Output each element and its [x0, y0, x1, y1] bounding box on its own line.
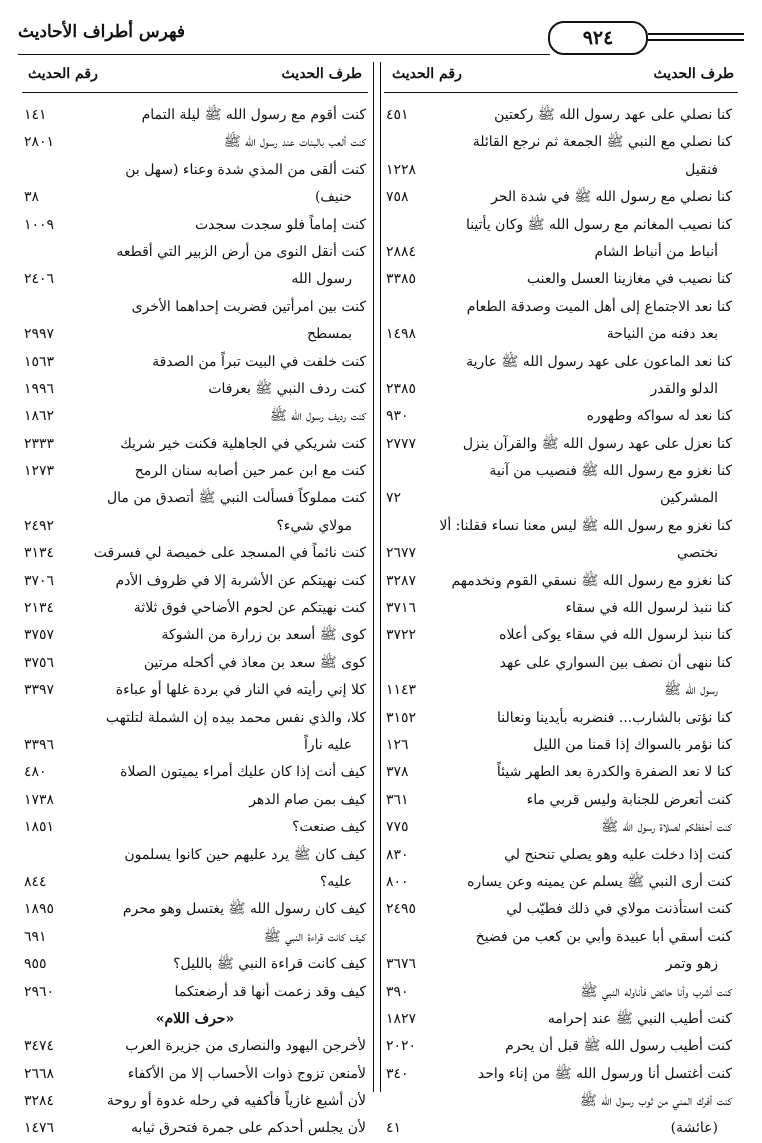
header-rule — [18, 54, 550, 55]
hadith-number: ٤٥١ — [386, 107, 409, 123]
hadith-number: ٣٧٥٦ — [24, 654, 55, 671]
hadith-incipit: حنيف) — [314, 189, 352, 206]
hadith-incipit: كنت أحفظكم لصلاة رسول الله ﷺ — [601, 819, 732, 836]
hadith-incipit: رسول الله ﷺ — [664, 682, 718, 699]
hadith-number: ٢٨٨٤ — [386, 243, 417, 260]
index-entry — [386, 924, 732, 951]
left-column — [24, 102, 366, 1143]
index-entry — [386, 595, 732, 622]
index-entry — [386, 1033, 732, 1060]
index-entry — [24, 705, 366, 732]
hadith-number: ٢٣٣٣ — [24, 435, 55, 452]
index-entry — [386, 212, 732, 239]
hadith-incipit: لأن يجلس أحدكم على جمرة فتحرق ثيابه — [130, 1120, 366, 1137]
index-entry — [386, 239, 732, 266]
page-number: ٩٢٤ — [548, 21, 648, 55]
hadith-number: ٧٥٨ — [386, 189, 409, 206]
hadith-incipit: كنت مع ابن عمر حين أصابه سنان الرمح — [134, 463, 366, 480]
hadith-number: ١٢٧٣ — [24, 463, 55, 480]
hadith-incipit: كنت أطيب رسول الله ﷺ قبل أن يحرم — [505, 1038, 732, 1055]
hadith-number: ٢٤٩٢ — [24, 517, 55, 534]
index-entry — [386, 705, 732, 732]
hadith-incipit: كنا ننبذ لرسول الله في سقاء — [565, 600, 732, 617]
hadith-number: ١١٤٣ — [386, 682, 417, 699]
running-title: فهرس أطراف الأحاديث — [18, 22, 186, 42]
index-entry — [24, 896, 366, 923]
index-entry — [386, 431, 732, 458]
index-entry — [24, 266, 366, 293]
hadith-number: ٢٩٩٧ — [24, 326, 55, 343]
hadith-incipit: كنا ننبذ لرسول الله في سقاء يوكى أعلاه — [499, 627, 732, 644]
index-entry — [24, 979, 366, 1006]
hadith-incipit: كيف صنعت؟ — [292, 819, 366, 836]
column-divider — [373, 62, 374, 1092]
hadith-incipit: عليه؟ — [319, 873, 352, 890]
hadith-number: ٤١ — [386, 1120, 402, 1137]
index-entry — [386, 321, 732, 348]
index-entry — [24, 595, 366, 622]
index-entry — [24, 1115, 366, 1142]
right-number-label: رقم الحديث — [392, 66, 462, 82]
hadith-incipit: كنا ننهى أن نصف بين السواري على عهد — [499, 654, 732, 671]
hadith-incipit: بمسطح — [306, 326, 352, 343]
hadith-number: ٣٦٧٦ — [386, 956, 417, 973]
hadith-incipit: كيف وقد زعمت أنها قد أرضعتكما — [174, 983, 366, 1000]
hadith-incipit: كنا نعد الاجتماع إلى أهل الميت وصدقة الطعام — [466, 298, 732, 315]
hadith-number: ٩٥٥ — [24, 956, 47, 973]
hadith-number: ٤٨٠ — [24, 764, 47, 781]
hadith-number: ١٢٢٨ — [386, 161, 417, 178]
index-entry — [24, 787, 366, 814]
left-text-label: طرف الحديث — [281, 66, 362, 82]
hadith-incipit: رسول الله — [291, 271, 352, 288]
hadith-incipit: كنا نصيب المغانم مع رسول الله ﷺ وكان يأتينا — [465, 216, 732, 233]
hadith-incipit: كنا نصلي على عهد رسول الله ﷺ ركعتين — [494, 107, 732, 123]
hadith-number: ٨٣٠ — [386, 846, 409, 863]
index-entry — [386, 129, 732, 156]
hadith-incipit: كنت خلفت في البيت تبراً من الصدقة — [152, 353, 366, 370]
hadith-incipit: (عائشة) — [670, 1120, 718, 1137]
index-entry — [24, 924, 366, 951]
index-entry — [386, 732, 732, 759]
index-entry — [24, 951, 366, 978]
index-entry — [24, 677, 366, 704]
index-entry — [24, 157, 366, 184]
header-rule — [648, 33, 744, 35]
index-entry — [24, 458, 366, 485]
hadith-number: ٢٤٠٦ — [24, 271, 55, 288]
hadith-number: ١٢٦ — [386, 736, 409, 753]
section-heading: «حرف اللام» — [155, 1010, 235, 1027]
hadith-incipit: كنت أسقي أبا عبيدة وأبي بن كعب من فضيخ — [475, 928, 732, 945]
index-entry — [386, 1115, 732, 1142]
hadith-incipit: كيف كانت قراءة النبي ﷺ بالليل؟ — [173, 956, 366, 973]
hadith-incipit: كنت إماماً فلو سجدت سجدت — [194, 216, 366, 233]
index-entry — [24, 376, 366, 403]
hadith-number: ٣٢٨٧ — [386, 572, 417, 589]
index-entry — [24, 321, 366, 348]
hadith-incipit: كنت أغتسل أنا ورسول الله ﷺ من إناء واحد — [477, 1065, 732, 1082]
hadith-incipit: كنا نعد له سواكه وطهوره — [586, 408, 732, 425]
index-entry — [24, 1088, 366, 1115]
hadith-incipit: كوى ﷺ سعد بن معاذ في أكحله مرتين — [143, 654, 366, 671]
hadith-incipit: نختصي — [677, 545, 718, 562]
hadith-number: ١٧٣٨ — [24, 791, 55, 808]
hadith-incipit: لأن أشبع غازياً فأكفيه في رحله غدوة أو روحة — [106, 1093, 366, 1110]
hadith-number: ٣٤٧٤ — [24, 1038, 55, 1055]
hadith-number: ٢٧٧٧ — [386, 435, 417, 452]
index-entry — [24, 1006, 366, 1033]
hadith-incipit: مولاي شيء؟ — [276, 517, 352, 534]
hadith-number: ١٨٢٧ — [386, 1010, 417, 1027]
right-column — [386, 102, 732, 1143]
hadith-number: ٧٢ — [386, 490, 402, 507]
index-entry — [24, 349, 366, 376]
index-entry — [24, 842, 366, 869]
hadith-number: ١٤١ — [24, 107, 47, 123]
hadith-incipit: لأخرجن اليهود والنصارى من جزيرة العرب — [125, 1038, 366, 1055]
hadith-incipit: كنت شريكي في الجاهلية فكنت خير شريك — [120, 435, 366, 452]
hadith-incipit: كيف كان رسول الله ﷺ يغتسل وهو محرم — [122, 901, 366, 918]
index-entry — [386, 403, 732, 430]
hadith-number: ٣٧١٦ — [386, 600, 417, 617]
hadith-incipit: كنت ردف النبي ﷺ بعرفات — [208, 380, 366, 397]
hadith-number: ٢٦٧٧ — [386, 545, 417, 562]
hadith-number: ٣٧٨ — [386, 764, 409, 781]
index-entry — [386, 896, 732, 923]
hadith-incipit: كنت أشرب وأنا حائض فأناوله النبي ﷺ — [580, 983, 732, 1000]
index-entry — [386, 376, 732, 403]
hadith-number: ١٨٦٢ — [24, 408, 55, 425]
hadith-number: ٢٠٢٠ — [386, 1038, 417, 1055]
hadith-incipit: كلا إني رأيته في النار في بردة غلها أو عباءة — [115, 682, 366, 699]
index-entry — [386, 294, 732, 321]
label-rule — [384, 92, 738, 93]
index-entry — [386, 184, 732, 211]
hadith-number: ٣٢٨٤ — [24, 1093, 55, 1110]
hadith-incipit: كنت استأذنت مولاي في ذلك فطيّب لي — [506, 901, 732, 918]
index-entry — [386, 513, 732, 540]
hadith-incipit: كوى ﷺ أسعد بن زرارة من الشوكة — [161, 627, 366, 644]
hadith-number: ٩٣٠ — [386, 408, 409, 425]
hadith-number: ١٤٧٦ — [24, 1120, 55, 1137]
hadith-number: ٣٧٢٢ — [386, 627, 417, 644]
index-entry — [386, 842, 732, 869]
index-entry — [386, 759, 732, 786]
hadith-incipit: كلا، والذي نفس محمد بيده إن الشملة لتلتهب — [105, 709, 366, 726]
column-divider — [380, 62, 381, 1092]
hadith-number: ٢٦٦٨ — [24, 1065, 55, 1082]
index-entry — [386, 266, 732, 293]
header-rule — [648, 39, 744, 41]
hadith-incipit: كنا نغزو مع رسول الله ﷺ ليس معنا نساء فقلنا: ألا — [439, 517, 732, 534]
index-entry — [386, 1061, 732, 1088]
hadith-incipit: كنت بين امرأتين فضربت إحداهما الأخرى — [131, 298, 366, 315]
index-entry — [386, 1088, 732, 1115]
index-entry — [386, 458, 732, 485]
hadith-incipit: كنت نهيتكم عن لحوم الأضاحي فوق ثلاثة — [133, 600, 366, 617]
hadith-number: ١٥٦٣ — [24, 353, 55, 370]
index-entry — [24, 513, 366, 540]
hadith-incipit: كنت نهيتكم عن الأشربة إلا في ظروف الأدم — [115, 572, 366, 589]
label-rule — [22, 92, 368, 93]
hadith-incipit: كيف بمن صام الدهر — [249, 791, 366, 808]
hadith-number: ٣٣٨٥ — [386, 271, 417, 288]
hadith-incipit: كنت إذا دخلت عليه وهو يصلي تنحنح لي — [504, 846, 732, 863]
index-entry — [24, 1061, 366, 1088]
hadith-number: ٢٤٩٥ — [386, 901, 417, 918]
hadith-incipit: كيف أنت إذا كان عليك أمراء يميتون الصلاة — [120, 764, 366, 781]
hadith-incipit: كنا نؤتى بالشارب... فنضربه بأيدينا ونعالنا — [497, 709, 732, 726]
index-entry — [386, 540, 732, 567]
index-entry — [386, 677, 732, 704]
hadith-incipit: كنا نعد الماعون على عهد رسول الله ﷺ عارية — [466, 353, 732, 370]
hadith-incipit: لأمنعن تزوج ذوات الأحساب إلا من الأكفاء — [127, 1065, 366, 1082]
hadith-incipit: عليه ناراً — [304, 736, 352, 753]
right-text-label: طرف الحديث — [653, 66, 734, 82]
index-entry — [24, 102, 366, 129]
hadith-number: ١٨٥١ — [24, 819, 55, 836]
index-entry — [386, 568, 732, 595]
index-entry — [386, 869, 732, 896]
index-entry — [24, 540, 366, 567]
index-entry — [24, 294, 366, 321]
hadith-number: ٧٧٥ — [386, 819, 409, 836]
index-entry — [24, 650, 366, 677]
hadith-number: ٢٨٠١ — [24, 134, 55, 151]
index-entry — [24, 129, 366, 156]
index-entry — [24, 403, 366, 430]
hadith-incipit: كنت نائماً في المسجد على خميصة لي فسرقت — [93, 545, 366, 562]
index-entry — [386, 951, 732, 978]
hadith-incipit: كنا نعزل على عهد رسول الله ﷺ والقرآن ينزل — [462, 435, 732, 452]
index-entry — [386, 787, 732, 814]
hadith-number: ٣٣٩٧ — [24, 682, 55, 699]
hadith-number: ١٨٩٥ — [24, 901, 55, 918]
index-entry — [386, 349, 732, 376]
index-entry — [386, 157, 732, 184]
index-entry — [24, 568, 366, 595]
hadith-number: ٣٨ — [24, 189, 40, 206]
index-entry — [24, 759, 366, 786]
hadith-number: ٨٤٤ — [24, 873, 47, 890]
hadith-incipit: كنت أنقل النوى من أرض الزبير التي أقطعه — [116, 243, 366, 260]
index-entry — [386, 485, 732, 512]
page-header — [18, 16, 744, 58]
hadith-number: ٢٣٨٥ — [386, 380, 417, 397]
index-entry — [386, 650, 732, 677]
left-number-label: رقم الحديث — [28, 66, 98, 82]
hadith-incipit: بعد دفنه من النياحة — [606, 326, 718, 343]
hadith-incipit: كيف كان ﷺ يرد عليهم حين كانوا يسلمون — [124, 846, 366, 863]
hadith-incipit: كنا نصلي مع رسول الله ﷺ في شدة الحر — [491, 189, 732, 206]
hadith-incipit: كنت أرى النبي ﷺ يسلم عن يمينه وعن يساره — [467, 873, 732, 890]
hadith-incipit: فنقيل — [685, 161, 718, 178]
index-entry — [386, 1006, 732, 1033]
index-entry — [386, 979, 732, 1006]
hadith-incipit: المشركين — [659, 490, 718, 507]
hadith-incipit: كنت أفرك المني من ثوب رسول الله ﷺ — [579, 1093, 732, 1110]
hadith-incipit: كنت ألعب بالبنات عند رسول الله ﷺ — [223, 134, 366, 151]
hadith-incipit: كنت ألقى من المذي شدة وعناء (سهل بن — [125, 161, 366, 178]
hadith-number: ٨٠٠ — [386, 873, 409, 890]
hadith-number: ٣٧٠٦ — [24, 572, 55, 589]
index-entry — [24, 732, 366, 759]
index-entry — [24, 1033, 366, 1060]
index-entry — [24, 184, 366, 211]
hadith-number: ٣٣٩٦ — [24, 736, 55, 753]
index-entry — [24, 239, 366, 266]
hadith-number: ٣١٣٤ — [24, 545, 55, 562]
hadith-incipit: كنت أقوم مع رسول الله ﷺ ليلة التمام — [141, 107, 366, 123]
hadith-incipit: كنت رديف رسول الله ﷺ — [269, 408, 366, 425]
index-entry — [24, 485, 366, 512]
index-entry — [24, 814, 366, 841]
hadith-incipit: كنت أطيب النبي ﷺ عند إحرامه — [547, 1010, 732, 1027]
hadith-number: ٣٦١ — [386, 791, 409, 808]
hadith-incipit: كنا نغزو مع رسول الله ﷺ فنصيب من آنية — [489, 463, 732, 480]
hadith-number: ٣٩٠ — [386, 983, 409, 1000]
hadith-incipit: كنا نصلي مع النبي ﷺ الجمعة ثم نرجع القائلة — [472, 134, 732, 151]
hadith-number: ١٤٩٨ — [386, 326, 417, 343]
hadith-number: ٣٧٥٧ — [24, 627, 55, 644]
hadith-incipit: كنت مملوكاً فسألت النبي ﷺ أتصدق من مال — [106, 490, 366, 507]
index-entry — [24, 431, 366, 458]
index-entry — [24, 622, 366, 649]
hadith-number: ٣١٥٢ — [386, 709, 417, 726]
hadith-incipit: زهو وتمر — [665, 956, 718, 973]
hadith-incipit: كنت أتعرض للجنابة وليس قربي ماء — [526, 791, 732, 808]
hadith-number: ١٩٩٦ — [24, 380, 55, 397]
hadith-incipit: أنباط من أنباط الشام — [594, 243, 718, 260]
index-entry — [386, 622, 732, 649]
hadith-incipit: كنا نغزو مع رسول الله ﷺ نسقي القوم ونخدمهم — [451, 572, 732, 589]
hadith-incipit: كنا نصيب في مغازينا العسل والعنب — [526, 271, 732, 288]
hadith-number: ٢٩٦٠ — [24, 983, 55, 1000]
hadith-number: ١٠٠٩ — [24, 216, 55, 233]
hadith-number: ٢١٣٤ — [24, 600, 55, 617]
hadith-number: ٣٤٠ — [386, 1065, 409, 1082]
hadith-incipit: كنا نؤمر بالسواك إذا قمنا من الليل — [533, 736, 732, 753]
index-entry — [386, 814, 732, 841]
index-entry — [24, 212, 366, 239]
hadith-incipit: كيف كانت قراءة النبي ﷺ — [263, 928, 366, 945]
hadith-incipit: الدلو والقدر — [650, 380, 718, 397]
hadith-incipit: كنا لا نعد الصفرة والكدرة بعد الطهر شيئاً — [496, 764, 732, 781]
index-entry — [24, 869, 366, 896]
index-entry — [386, 102, 732, 129]
hadith-number: ٦٩١ — [24, 928, 47, 945]
